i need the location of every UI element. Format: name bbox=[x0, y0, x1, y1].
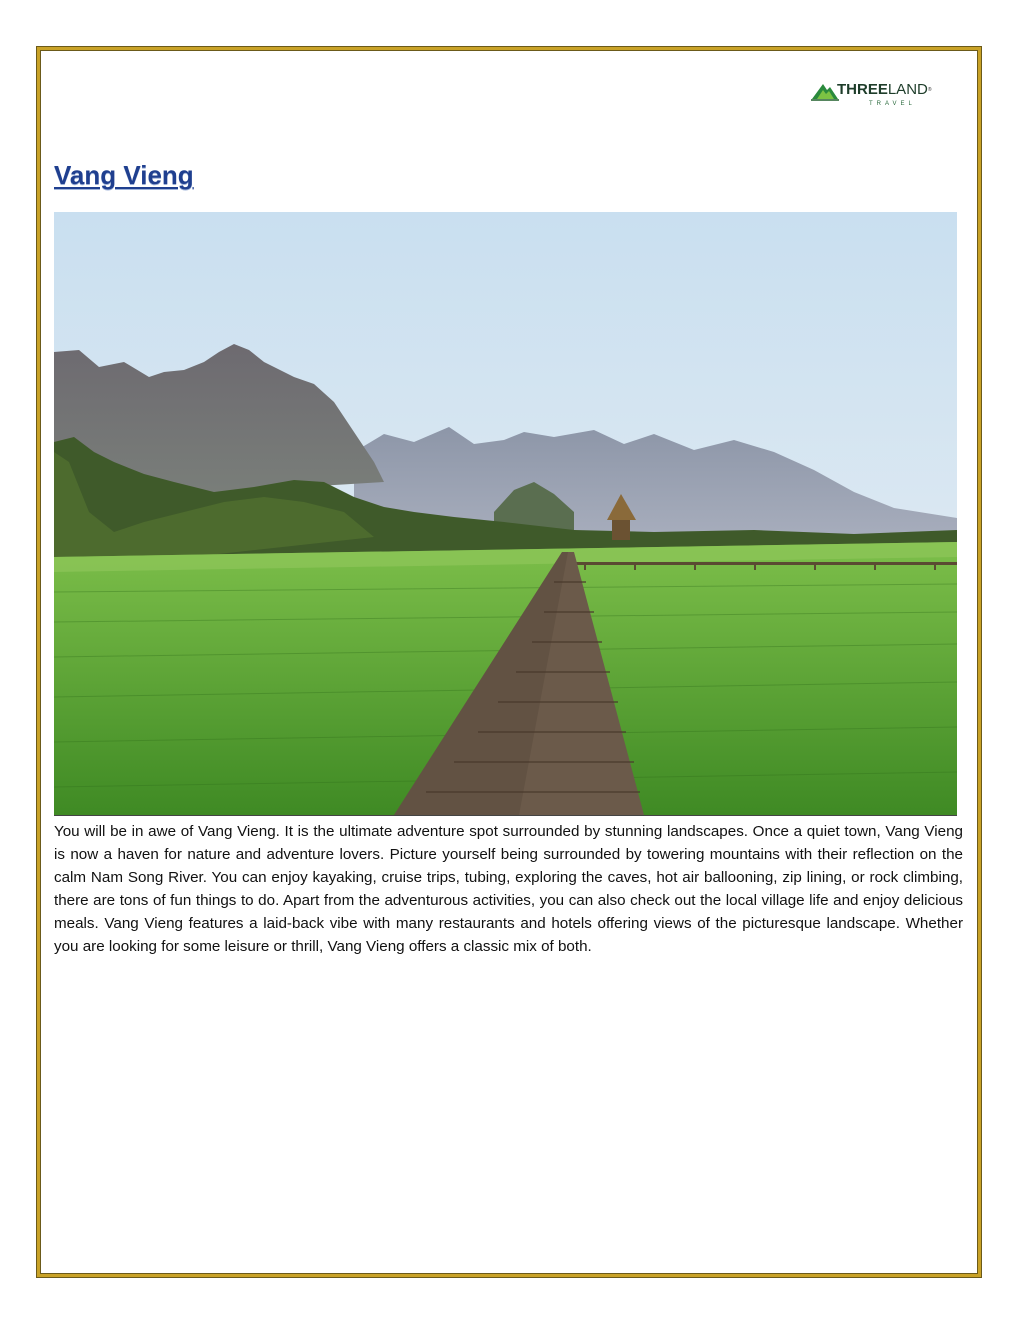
mountain-logo-icon bbox=[811, 79, 839, 101]
landscape-photo-icon bbox=[54, 212, 957, 815]
photo-divider bbox=[54, 815, 957, 816]
threeland-travel-logo bbox=[811, 79, 941, 115]
registered-mark: ® bbox=[927, 87, 932, 93]
logo-word-light: LAND bbox=[887, 81, 928, 98]
page-title: Vang Vieng bbox=[54, 160, 194, 190]
logo-word-bold: THREE bbox=[837, 81, 888, 98]
logo-tagline: TRAVEL bbox=[869, 101, 916, 107]
landscape-photo bbox=[54, 212, 957, 815]
description-paragraph: You will be in awe of Vang Vieng. It is the ultimate adventure spot surrounded by stunning landscapes. Once a quiet town, Vang Vieng is now a haven for nature and adventure lovers. Picture yourself being surrounded by towering mountains with their reflection on the calm Nam Song River. You can enjoy kayaking, cruise trips, tubing, exploring the caves, hot air ballooning, zip lining, or rock climbing, there are tons of fun things to do. Apart from the adventurous activities, you can also check out the local village life and enjoy delicious meals. Vang Vieng features a laid-back vibe with many restaurants and hotels offering views of the picturesque landscape. Whether you are looking for some leisure or thrill, Vang Vieng offers a classic mix of both. bbox=[54, 823, 963, 955]
